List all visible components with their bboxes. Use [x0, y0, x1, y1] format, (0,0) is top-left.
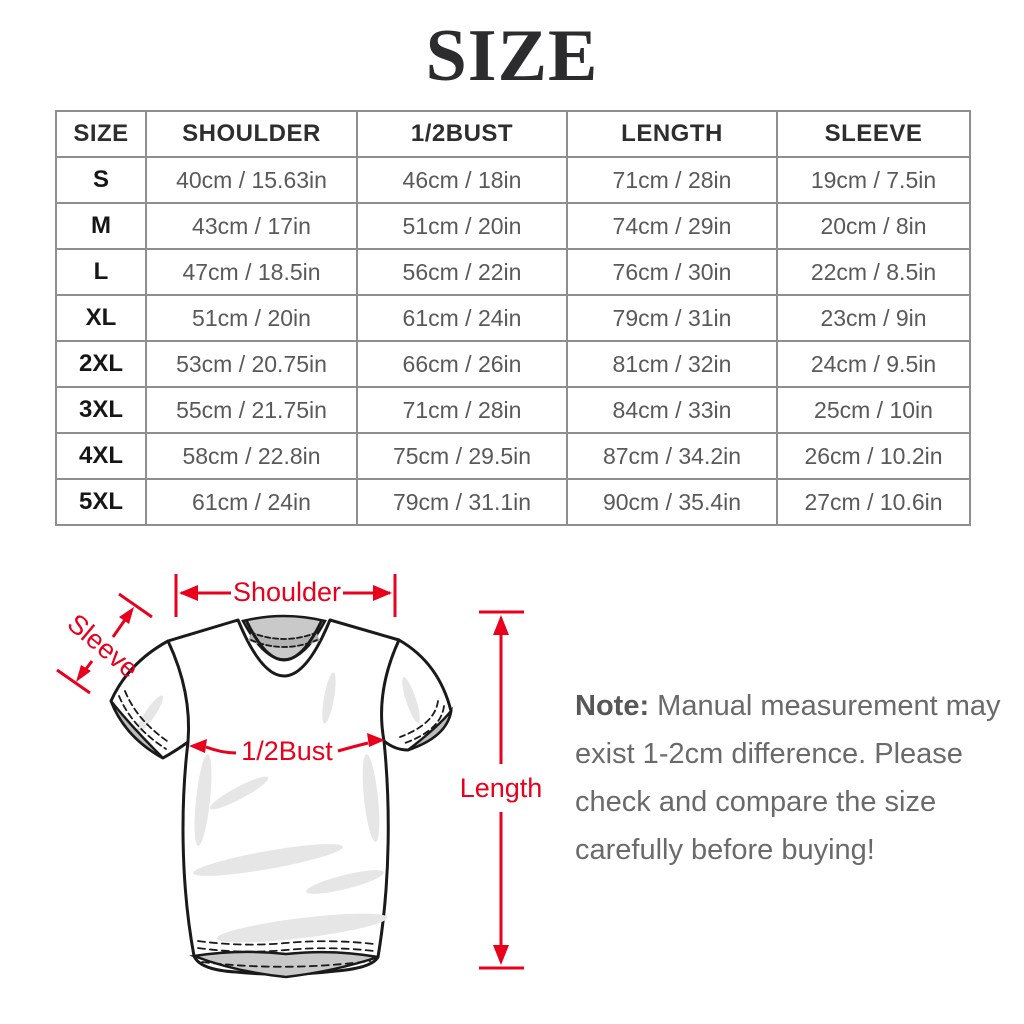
column-header: SIZE [56, 111, 146, 157]
length-measure [460, 612, 543, 968]
measurement-cell: 71cm / 28in [567, 157, 777, 203]
measurement-cell: 84cm / 33in [567, 387, 777, 433]
column-header: SHOULDER [146, 111, 357, 157]
measurement-cell: 53cm / 20.75in [146, 341, 357, 387]
size-label: 4XL [56, 433, 146, 479]
note-line: Note: Manual measurement may [575, 690, 1001, 722]
measurement-cell: 27cm / 10.6in [777, 479, 970, 525]
note-line: exist 1-2cm difference. Please [575, 738, 963, 770]
measurement-cell: 87cm / 34.2in [567, 433, 777, 479]
measurement-cell: 26cm / 10.2in [777, 433, 970, 479]
measurement-cell: 22cm / 8.5in [777, 249, 970, 295]
size-label: XL [56, 295, 146, 341]
shoulder-label: Shoulder [232, 577, 342, 607]
measurement-cell: 56cm / 22in [357, 249, 567, 295]
sleeve-label: Sleeve [61, 607, 145, 685]
measurement-cell: 66cm / 26in [357, 341, 567, 387]
size-label: 2XL [56, 341, 146, 387]
column-header: SLEEVE [777, 111, 970, 157]
measurement-cell: 76cm / 30in [567, 249, 777, 295]
measurement-cell: 61cm / 24in [357, 295, 567, 341]
measurement-cell: 79cm / 31.1in [357, 479, 567, 525]
size-label: 3XL [56, 387, 146, 433]
note-line: check and compare the size [575, 786, 937, 818]
measurement-note [575, 682, 1001, 874]
note-prefix: Note: [575, 690, 650, 722]
column-header: 1/2BUST [357, 111, 567, 157]
column-header: LENGTH [567, 111, 777, 157]
measurement-cell: 23cm / 9in [777, 295, 970, 341]
measurement-cell: 58cm / 22.8in [146, 433, 357, 479]
size-label: S [56, 157, 146, 203]
measurement-cell: 81cm / 32in [567, 341, 777, 387]
measurement-cell: 46cm / 18in [357, 157, 567, 203]
measurement-cell: 79cm / 31in [567, 295, 777, 341]
measurement-cell: 20cm / 8in [777, 203, 970, 249]
measurement-cell: 90cm / 35.4in [567, 479, 777, 525]
measurement-cell: 61cm / 24in [146, 479, 357, 525]
measurement-cell: 24cm / 9.5in [777, 341, 970, 387]
size-label: L [56, 249, 146, 295]
measurement-cell: 51cm / 20in [146, 295, 357, 341]
measurement-cell: 74cm / 29in [567, 203, 777, 249]
measurement-cell: 55cm / 21.75in [146, 387, 357, 433]
measurement-cell: 51cm / 20in [357, 203, 567, 249]
size-label: 5XL [56, 479, 146, 525]
size-label: M [56, 203, 146, 249]
measurement-cell: 40cm / 15.63in [146, 157, 357, 203]
length-label: Length [459, 773, 543, 803]
measurement-cell: 25cm / 10in [777, 387, 970, 433]
bust-label: 1/2Bust [241, 736, 333, 766]
page-title: SIZE [425, 15, 599, 97]
measurement-cell: 75cm / 29.5in [357, 433, 567, 479]
measurement-cell: 71cm / 28in [357, 387, 567, 433]
shoulder-measure [176, 574, 395, 617]
tshirt-illustration [111, 616, 451, 977]
measurement-cell: 19cm / 7.5in [777, 157, 970, 203]
measurement-cell: 47cm / 18.5in [146, 249, 357, 295]
measurement-cell: 43cm / 17in [146, 203, 357, 249]
note-line: carefully before buying! [575, 834, 875, 866]
